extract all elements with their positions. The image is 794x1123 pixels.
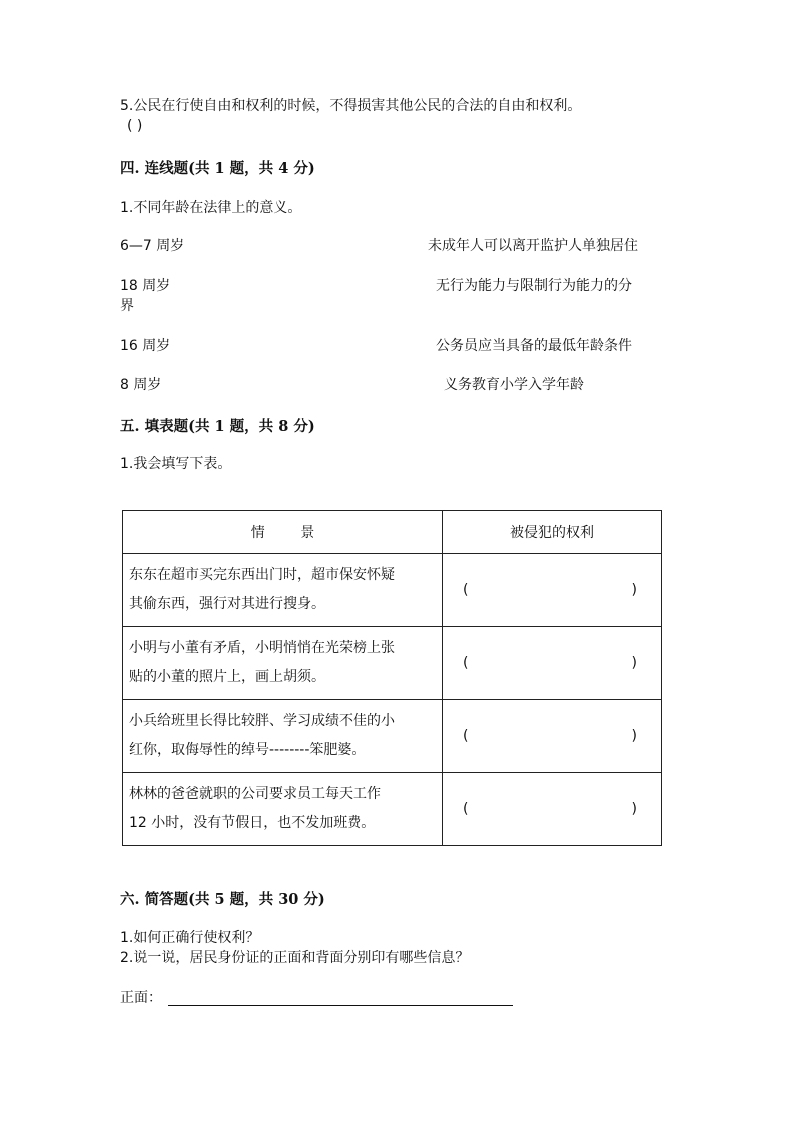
section-6-question-2: 2.说一说，居民身份证的正面和背面分别印有哪些信息？ (120, 950, 470, 966)
paren-open: ( (463, 655, 469, 671)
scene-cell (123, 627, 443, 700)
meaning-item-3: 公务员应当具备的最低年龄条件 (436, 338, 632, 354)
table-row (123, 700, 662, 773)
table-header-row (123, 511, 662, 554)
answer-cell[interactable] (443, 554, 662, 627)
age-item-1: 6—7 周岁 (120, 238, 185, 254)
scene-line: 林林的爸爸就职的公司要求员工每天工作 (129, 786, 381, 802)
paren-open: ( (463, 801, 469, 817)
scene-line: 东东在超市买完东西出门时，超市保安怀疑 (129, 567, 395, 583)
table-row (123, 554, 662, 627)
age-item-2: 18 周岁 (120, 278, 171, 294)
section-4-heading: 四. 连线题(共 1 题，共 4 分) (120, 160, 315, 177)
header-scene: 情 景 (123, 511, 443, 554)
rights-table (122, 510, 662, 846)
paren-open: ( (463, 582, 469, 598)
meaning-item-1: 未成年人可以离开监护人单独居住 (428, 238, 638, 254)
scene-line: 小明与小董有矛盾，小明悄悄在光荣榜上张 (129, 640, 395, 656)
question-5-text: 5.公民在行使自由和权利的时候，不得损害其他公民的合法的自由和权利。 (120, 98, 582, 114)
front-label: 正面： (120, 990, 162, 1006)
scene-line: 小兵给班里长得比较胖、学习成绩不佳的小 (129, 713, 395, 729)
scene-line: 其偷东西，强行对其进行搜身。 (129, 596, 325, 612)
meaning-item-2: 无行为能力与限制行为能力的分 (436, 278, 632, 294)
paren-close: ) (631, 801, 637, 817)
section-4-question: 1.不同年龄在法律上的意义。 (120, 200, 302, 216)
age-item-4: 8 周岁 (120, 377, 162, 393)
scene-line: 12 小时，没有节假日，也不发加班费。 (129, 815, 376, 831)
section-5-question: 1.我会填写下表。 (120, 456, 232, 472)
meaning-item-2-wrap: 界 (120, 298, 134, 314)
scene-cell (123, 700, 443, 773)
answer-cell[interactable] (443, 627, 662, 700)
scene-line: 贴的小董的照片上，画上胡须。 (129, 669, 325, 685)
section-5-heading: 五. 填表题(共 1 题，共 8 分) (120, 418, 315, 435)
table-row (123, 773, 662, 846)
table-row (123, 627, 662, 700)
paren-open: ( (463, 728, 469, 744)
meaning-item-4: 义务教育小学入学年龄 (444, 377, 584, 393)
section-6-heading: 六. 简答题(共 5 题，共 30 分) (120, 891, 325, 908)
answer-cell[interactable] (443, 700, 662, 773)
paren-close: ) (631, 728, 637, 744)
scene-cell (123, 554, 443, 627)
section-6-question-1: 1.如何正确行使权利？ (120, 930, 260, 946)
age-item-3: 16 周岁 (120, 338, 171, 354)
paren-close: ) (631, 655, 637, 671)
answer-cell[interactable] (443, 773, 662, 846)
scene-line: 红你，取侮辱性的绰号--------笨肥婆。 (129, 742, 366, 758)
paren-close: ) (631, 582, 637, 598)
answer-blank-line[interactable] (168, 1005, 513, 1006)
scene-cell (123, 773, 443, 846)
answer-parentheses: ( ) (127, 118, 143, 134)
header-violated-right: 被侵犯的权利 (443, 511, 662, 554)
